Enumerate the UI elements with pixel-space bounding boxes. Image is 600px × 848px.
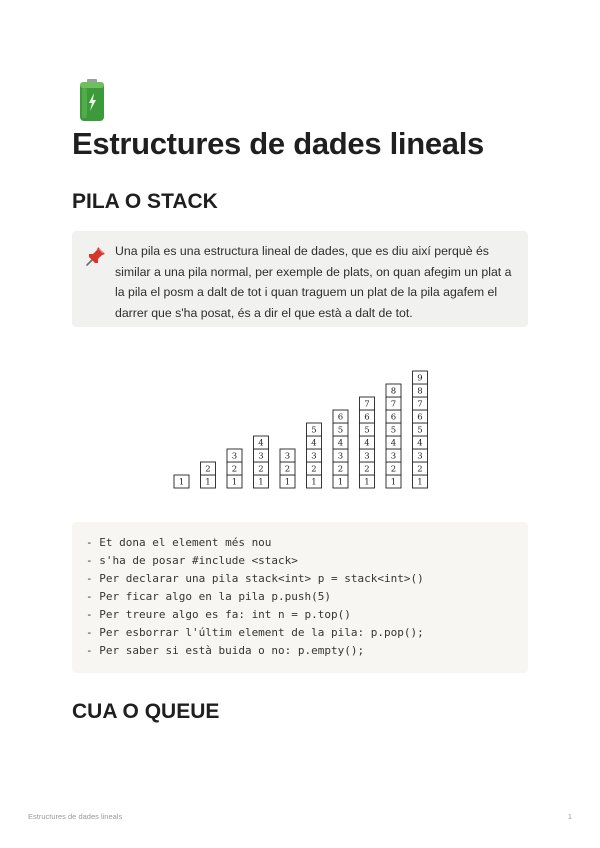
- stack-element: [307, 449, 322, 462]
- stack-element-label: 3: [284, 451, 291, 462]
- stack-element-label: 1: [417, 477, 423, 488]
- stack-element: [307, 436, 322, 449]
- stack-element: [360, 397, 375, 410]
- stack-element: [333, 462, 348, 475]
- stack-element: [227, 449, 242, 462]
- stack-element: [333, 449, 348, 462]
- stack-element: [307, 423, 322, 436]
- code-line: - Per treure algo es fa: int n = p.top(): [86, 608, 351, 621]
- stack-element-label: 1: [205, 477, 211, 488]
- stack-element: [333, 436, 348, 449]
- stack-element: [413, 410, 428, 423]
- stack-element: [333, 423, 348, 436]
- stack-element-label: 3: [231, 451, 238, 462]
- page-title: Estructures de dades lineals: [72, 126, 484, 161]
- stack-element-label: 4: [258, 438, 264, 449]
- stack-element: [254, 475, 269, 488]
- section-heading-queue: CUA O QUEUE: [72, 700, 220, 723]
- stack-element: [280, 475, 295, 488]
- stack-element-label: 6: [364, 412, 370, 423]
- stack-element-label: 1: [284, 477, 291, 488]
- stack-element-label: 9: [417, 373, 423, 384]
- stack-column: [413, 371, 428, 488]
- stack-element: [413, 384, 428, 397]
- stack-element-label: 7: [364, 399, 370, 410]
- stack-element-label: 2: [258, 464, 264, 475]
- stack-element: [386, 410, 401, 423]
- stack-element-label: 5: [390, 425, 397, 436]
- stack-element: [254, 436, 269, 449]
- stack-element-label: 1: [231, 477, 238, 488]
- stack-element-label: 7: [390, 399, 397, 410]
- stack-element: [386, 475, 401, 488]
- stack-element: [386, 449, 401, 462]
- stack-element: [413, 462, 428, 475]
- stack-element: [174, 475, 189, 488]
- stack-element: [307, 462, 322, 475]
- stack-element: [413, 436, 428, 449]
- stack-column: [227, 449, 242, 488]
- section-heading-stack: PILA O STACK: [72, 190, 218, 213]
- stack-element-label: 4: [311, 438, 317, 449]
- stack-element-label: 1: [364, 477, 370, 488]
- stack-element-label: 3: [337, 451, 344, 462]
- stack-column: [254, 436, 269, 488]
- stack-column: [174, 475, 189, 488]
- stack-element: [360, 436, 375, 449]
- stack-element: [201, 462, 216, 475]
- stack-element: [360, 423, 375, 436]
- stack-element-label: 5: [364, 425, 370, 436]
- stack-column: [360, 397, 375, 488]
- stack-element-label: 4: [417, 438, 423, 449]
- stack-element: [201, 475, 216, 488]
- stack-element-label: 4: [390, 438, 397, 449]
- stack-column: [386, 384, 401, 488]
- code-line: - Per saber si està buida o no: p.empty();: [86, 644, 365, 657]
- stack-growth-diagram: [170, 358, 434, 492]
- code-line: - Et dona el element més nou: [86, 536, 272, 549]
- stack-element-label: 6: [417, 412, 423, 423]
- stack-element: [386, 423, 401, 436]
- stack-element-label: 5: [417, 425, 423, 436]
- stack-column: [307, 423, 322, 488]
- stack-element: [413, 371, 428, 384]
- stack-element: [386, 384, 401, 397]
- stack-element: [227, 462, 242, 475]
- code-line: - Per declarar una pila stack<int> p = stack<int>(): [86, 572, 424, 585]
- stack-element-label: 2: [337, 464, 344, 475]
- stack-element: [413, 475, 428, 488]
- code-line: - Per ficar algo en la pila p.push(5): [86, 590, 332, 603]
- stack-element: [280, 449, 295, 462]
- stack-element: [386, 462, 401, 475]
- code-block: [72, 522, 528, 673]
- code-line: - Per esborrar l'últim element de la pila: p.pop();: [86, 626, 424, 639]
- stack-element-label: 8: [390, 386, 397, 397]
- stack-element: [413, 449, 428, 462]
- stack-element-label: 6: [337, 412, 344, 423]
- callout: [72, 231, 528, 327]
- stack-element-label: 3: [311, 451, 317, 462]
- stack-element: [360, 475, 375, 488]
- battery-icon: [76, 78, 108, 122]
- stack-column: [280, 449, 295, 488]
- stack-column: [201, 462, 216, 488]
- stack-element: [280, 462, 295, 475]
- stack-element: [333, 475, 348, 488]
- pushpin-icon: [85, 245, 107, 267]
- stack-element: [333, 410, 348, 423]
- stack-element-label: 4: [337, 438, 344, 449]
- stack-element-label: 3: [417, 451, 423, 462]
- stack-element-label: 1: [311, 477, 317, 488]
- stack-element: [227, 475, 242, 488]
- stack-element-label: 2: [311, 464, 317, 475]
- code-line: - s'ha de posar #include <stack>: [86, 554, 298, 567]
- stack-element-label: 2: [231, 464, 238, 475]
- stack-element: [386, 397, 401, 410]
- stack-element-label: 3: [390, 451, 397, 462]
- stack-element: [413, 397, 428, 410]
- stack-column: [333, 410, 348, 488]
- stack-element-label: 8: [417, 386, 423, 397]
- footer-page-title: Estructures de dades lineals: [28, 812, 123, 821]
- stack-element-label: 1: [258, 477, 264, 488]
- stack-element: [360, 462, 375, 475]
- stack-element: [360, 410, 375, 423]
- stack-element-label: 1: [178, 477, 185, 488]
- stack-element-label: 6: [390, 412, 397, 423]
- stack-element: [254, 449, 269, 462]
- stack-element: [413, 423, 428, 436]
- footer-page-number: 1: [567, 812, 572, 821]
- stack-element-label: 5: [311, 425, 317, 436]
- callout-text: Una pila es una estructura lineal de dades, que es diu així perquè és similar a una pila normal, per exemple de plats, on quan afegim un plat a la pila el posm a dalt de tot i quan traguem un plat de la pila agafem el darrer que s'ha posat, és a dir el que està a dalt de tot.: [115, 244, 512, 320]
- stack-element-label: 5: [337, 425, 344, 436]
- stack-element: [360, 449, 375, 462]
- stack-element-label: 1: [390, 477, 397, 488]
- stack-element-label: 2: [390, 464, 397, 475]
- stack-element-label: 3: [258, 451, 264, 462]
- stack-element-label: 2: [364, 464, 370, 475]
- stack-element: [307, 475, 322, 488]
- stack-element-label: 7: [417, 399, 423, 410]
- stack-element: [254, 462, 269, 475]
- stack-element-label: 1: [337, 477, 344, 488]
- stack-element-label: 4: [364, 438, 370, 449]
- stack-element: [386, 436, 401, 449]
- stack-element-label: 2: [417, 464, 423, 475]
- stack-element-label: 3: [364, 451, 370, 462]
- stack-element-label: 2: [205, 464, 211, 475]
- stack-element-label: 2: [284, 464, 291, 475]
